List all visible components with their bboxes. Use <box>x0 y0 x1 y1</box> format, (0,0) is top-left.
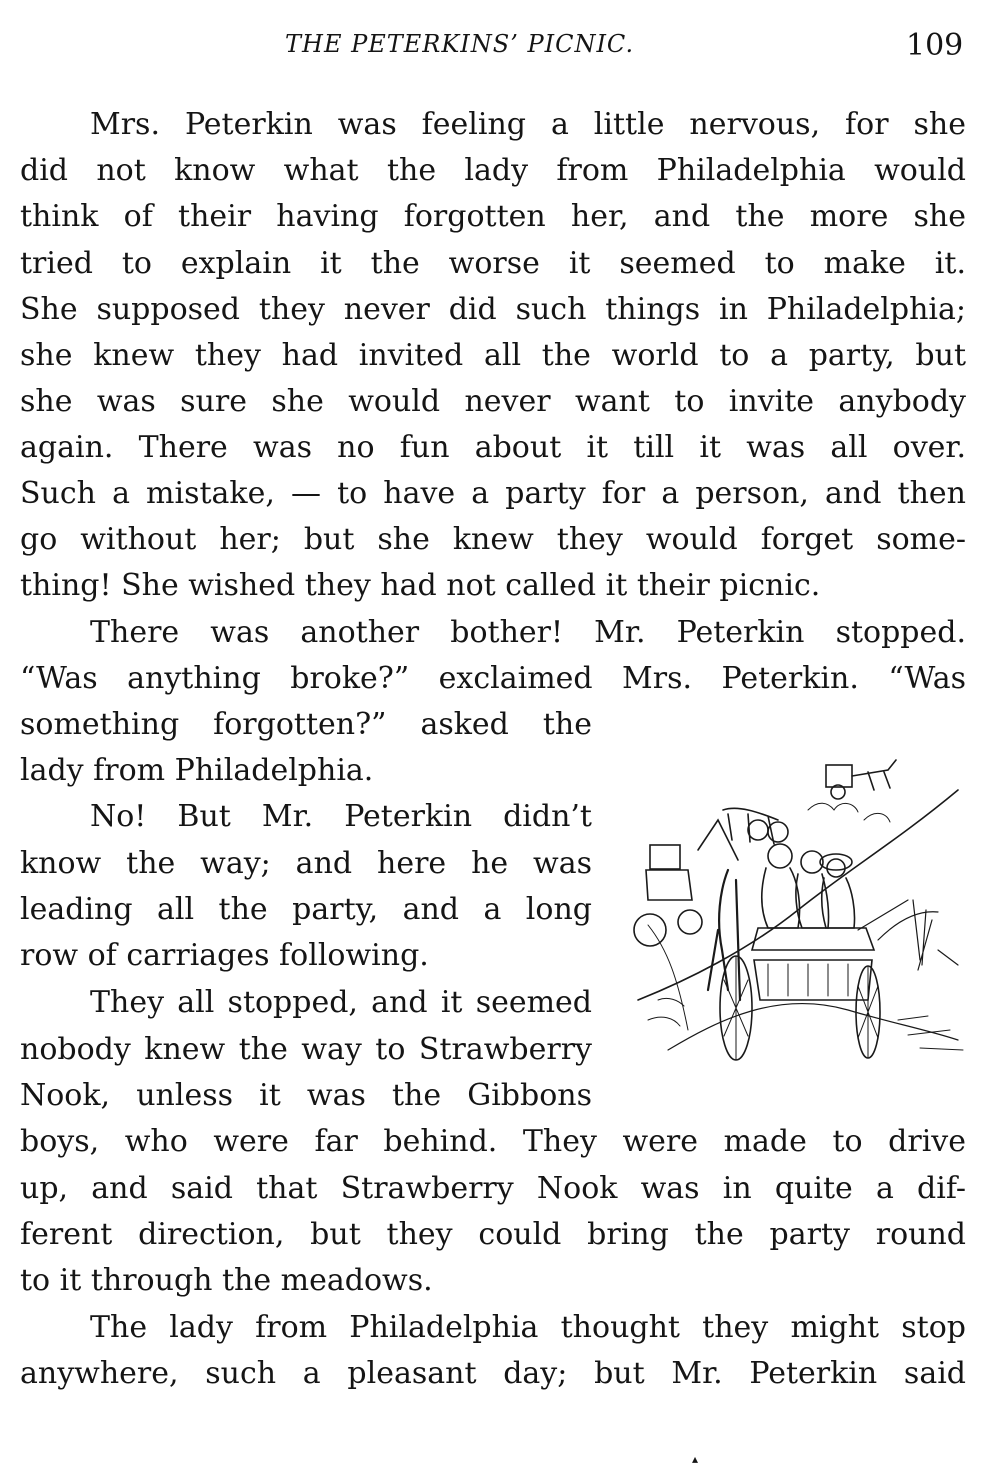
text-line: go without her; but she knew they would forget some- <box>20 522 966 557</box>
text-line: again. There was no fun about it till it was all over. <box>20 430 966 465</box>
text-line: nobody knew the way to Strawberry <box>20 1032 592 1067</box>
text-line: They all stopped, and it seemed <box>90 985 592 1020</box>
text-line: The lady from Philadelphia thought they might stop <box>90 1310 966 1345</box>
text-line: There was another bother! Mr. Peterkin stopped. <box>90 615 966 650</box>
text-line: know the way; and here he was <box>20 846 592 881</box>
text-line: Mrs. Peterkin was feeling a little nervous, for she <box>90 107 966 142</box>
text-line: ferent direction, but they could bring the party round <box>20 1217 966 1252</box>
text-line: She supposed they never did such things in Philadelphia; <box>20 292 966 327</box>
text-line: think of their having forgotten her, and the more she <box>20 199 966 234</box>
text-line: “Was anything broke?” exclaimed Mrs. Peterkin. “Was <box>20 661 966 696</box>
text-line: Nook, unless it was the Gibbons <box>20 1078 592 1113</box>
text-line: up, and said that Strawberry Nook was in quite a dif- <box>20 1171 966 1206</box>
text-line: Such a mistake, — to have a party for a person, and then <box>20 476 966 511</box>
text-line: thing! She wished they had not called it their picnic. <box>20 568 821 603</box>
text-line: boys, who were far behind. They were made to drive <box>20 1124 966 1159</box>
text-line: row of carriages following. <box>20 938 429 973</box>
text-line: she was sure she would never want to invite anybody <box>20 384 966 419</box>
text-line: to it through the meadows. <box>20 1263 433 1298</box>
text-line: she knew they had invited all the world to a party, but <box>20 338 966 373</box>
text-line: anywhere, such a pleasant day; but Mr. Peterkin said <box>20 1356 966 1391</box>
text-line: tried to explain it the worse it seemed to make it. <box>20 246 966 281</box>
text-line: did not know what the lady from Philadelphia would <box>20 153 966 188</box>
text-line: lady from Philadelphia. <box>20 753 374 788</box>
running-head: THE PETERKINS’ PICNIC. <box>285 30 635 58</box>
page-number: 109 <box>906 28 964 63</box>
text-line: No! But Mr. Peterkin didn’t <box>90 799 592 834</box>
text-line: something forgotten?” asked the <box>20 707 592 742</box>
printer-mark-icon: ▴ <box>692 1452 699 1466</box>
carriage-illustration-icon <box>628 750 970 1070</box>
text-line: leading all the party, and a long <box>20 892 592 927</box>
